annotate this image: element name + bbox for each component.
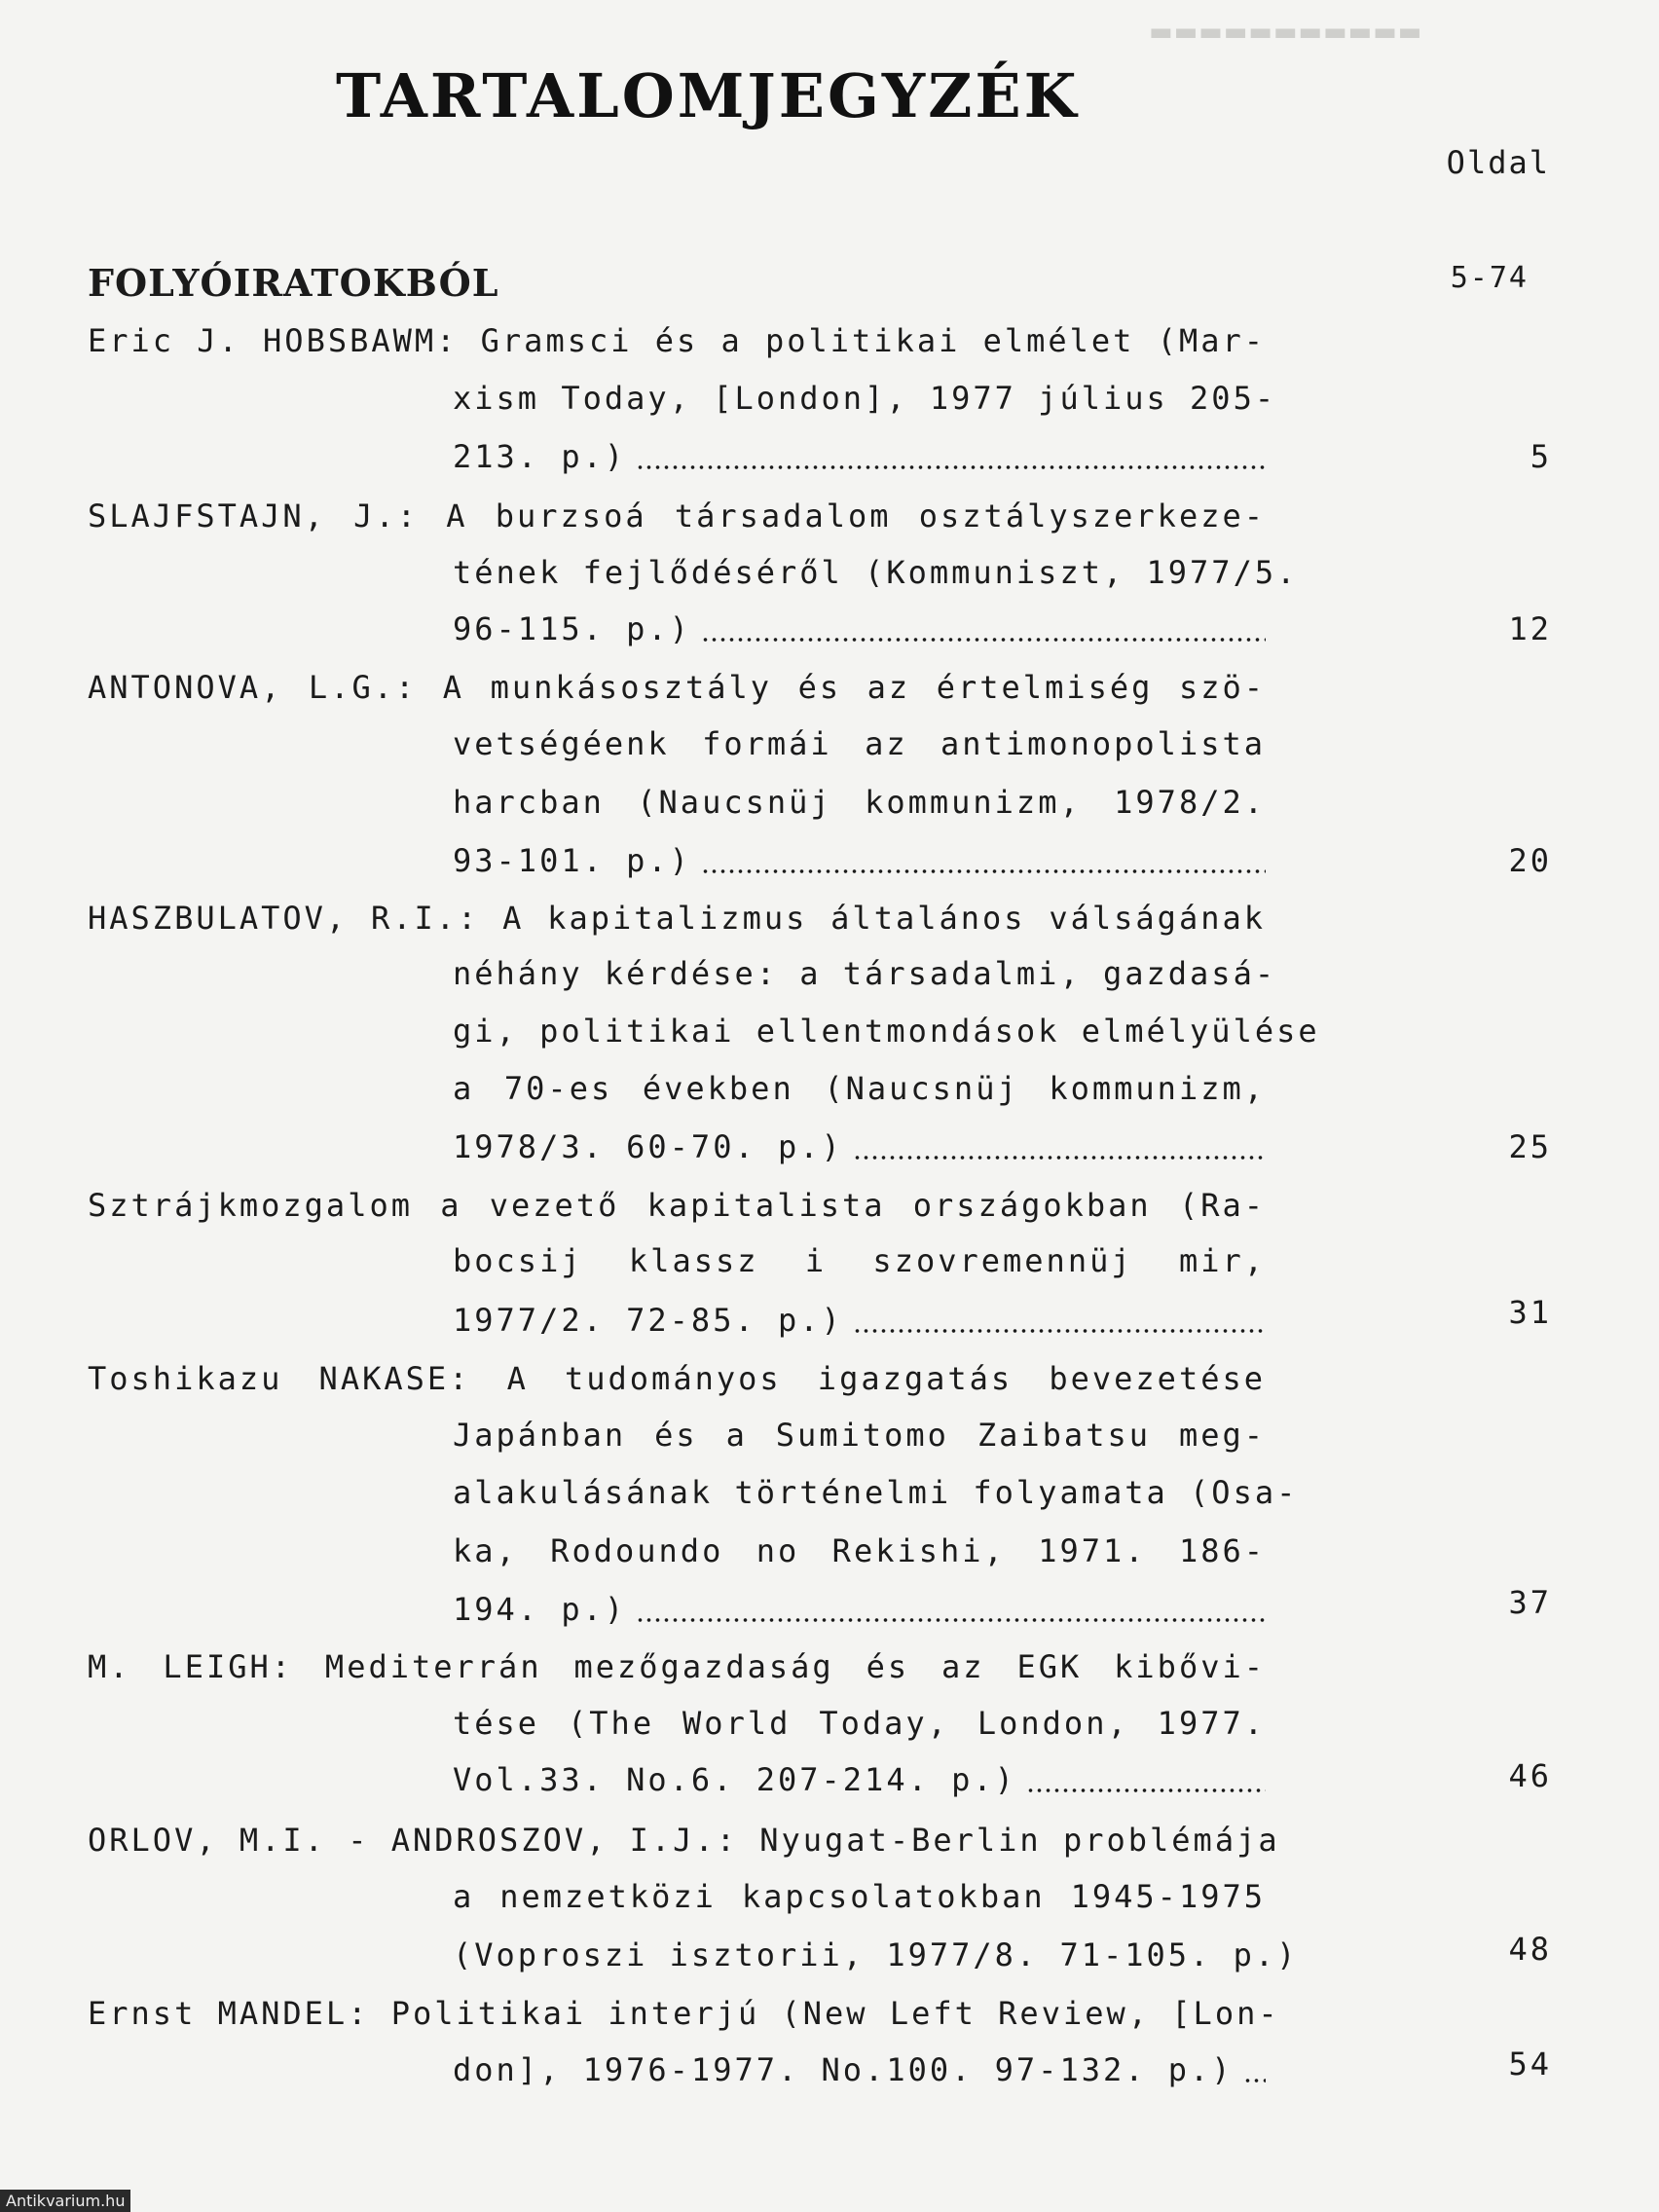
entry-line: M. LEIGH: Mediterrán mezőgazdaság és az EGK kibővi- [88,1648,1266,1685]
entry-line-text: 93-101. p.) [453,842,691,879]
entry-line: HASZBULATOV, R.I.: A kapitalizmus általános válságának [88,900,1266,937]
entry-line [453,1752,1266,1807]
watermark: Antikvarium.hu [0,2190,130,2212]
entry-line: a nemzetközi kapcsolatokban 1945-1975 [453,1878,1266,1915]
entry-page-number: 5 [1530,438,1552,475]
entry-line [453,833,1266,888]
section-title: FOLYÓIRATOKBÓL [88,261,499,305]
entry-line: tének fejlődéséről (Kommuniszt, 1977/5. [453,554,1299,591]
entry-line: harcban (Naucsnüj kommunizm, 1978/2. [453,784,1266,821]
entry-line: ORLOV, M.I. - ANDROSZOV, I.J.: Nyugat-Berlin problémája [88,1822,1280,1859]
page-title: TARTALOMJEGYZÉK [336,60,1080,131]
entry-line: Ernst MANDEL: Politikai interjú (New Left Review, [Lon- [88,1995,1280,2032]
entry-line-text: don], 1976-1977. No.100. 97-132. p.) [453,2051,1234,2088]
entry-line-text: Vol.33. No.6. 207-214. p.) [453,1761,1016,1798]
entry-line [453,1293,1266,1347]
entry-page-number: 54 [1508,2046,1552,2083]
entry-line: vetségéenk formái az antimonopolista [453,725,1266,762]
entry-page-number: 37 [1508,1584,1552,1621]
leader-dots [853,1328,1266,1334]
leader-dots [636,1617,1266,1623]
entry-line: bocsij klassz i szovremennüj mir, [453,1242,1266,1279]
entry-line: ka, Rodoundo no Rekishi, 1971. 186- [453,1532,1266,1569]
entry-line: néhány kérdése: a társadalmi, gazdasá- [453,955,1277,992]
leader-dots [636,464,1266,470]
entry-page-number: 12 [1508,610,1552,647]
entry-line: gi, politikai ellentmondások elmélyülése [453,1013,1320,1050]
entry-page-number: 46 [1508,1757,1552,1794]
entry-line [453,1928,1299,1982]
entry-page-number: 31 [1508,1294,1552,1331]
entry-line: SLAJFSTAJN, J.: A burzsoá társadalom osztályszerkeze- [88,498,1266,535]
entry-line-text: 1977/2. 72-85. p.) [453,1302,843,1339]
entry-line: alakulásának történelmi folyamata (Osa- [453,1474,1299,1511]
bleed-through-text: ▬▬▬▬▬▬▬▬▬▬▬ [1149,18,1423,47]
section-page-range: 5-74 [1450,261,1529,295]
entry-page-number: 20 [1508,842,1552,879]
leader-dots [1243,2078,1266,2083]
leader-dots [853,1155,1266,1161]
entry-line-text: 96-115. p.) [453,610,691,647]
entry-line: ANTONOVA, L.G.: A munkásosztály és az értelmiség szö- [88,669,1266,706]
entry-line: xism Today, [London], 1977 július 205- [453,380,1277,417]
entry-line [453,429,1266,484]
entry-line-text: 194. p.) [453,1591,627,1628]
entry-line: a 70-es években (Naucsnüj kommunizm, [453,1070,1266,1107]
entry-line [453,2043,1266,2097]
leader-dots [701,637,1266,643]
entry-line [453,602,1266,656]
leader-dots [1026,1788,1266,1793]
entry-page-number: 48 [1508,1931,1552,1968]
entry-line: Eric J. HOBSBAWM: Gramsci és a politikai elmélet (Mar- [88,322,1266,359]
entry-line-text: 1978/3. 60-70. p.) [453,1128,843,1165]
entry-page-number: 25 [1508,1128,1552,1165]
entry-line [453,1120,1266,1174]
page-column-header: Oldal [1446,144,1550,181]
entry-line: Japánban és a Sumitomo Zaibatsu meg- [453,1417,1266,1454]
entry-line: Sztrájkmozgalom a vezető kapitalista országokban (Ra- [88,1187,1266,1224]
entry-line: tése (The World Today, London, 1977. [453,1705,1266,1742]
entry-line: Toshikazu NAKASE: A tudományos igazgatás bevezetése [88,1360,1266,1397]
entry-line [453,1582,1266,1637]
leader-dots [701,868,1266,874]
entry-line-text: 213. p.) [453,438,627,475]
entry-line-text: (Voproszi isztorii, 1977/8. 71-105. p.) [453,1936,1299,1973]
